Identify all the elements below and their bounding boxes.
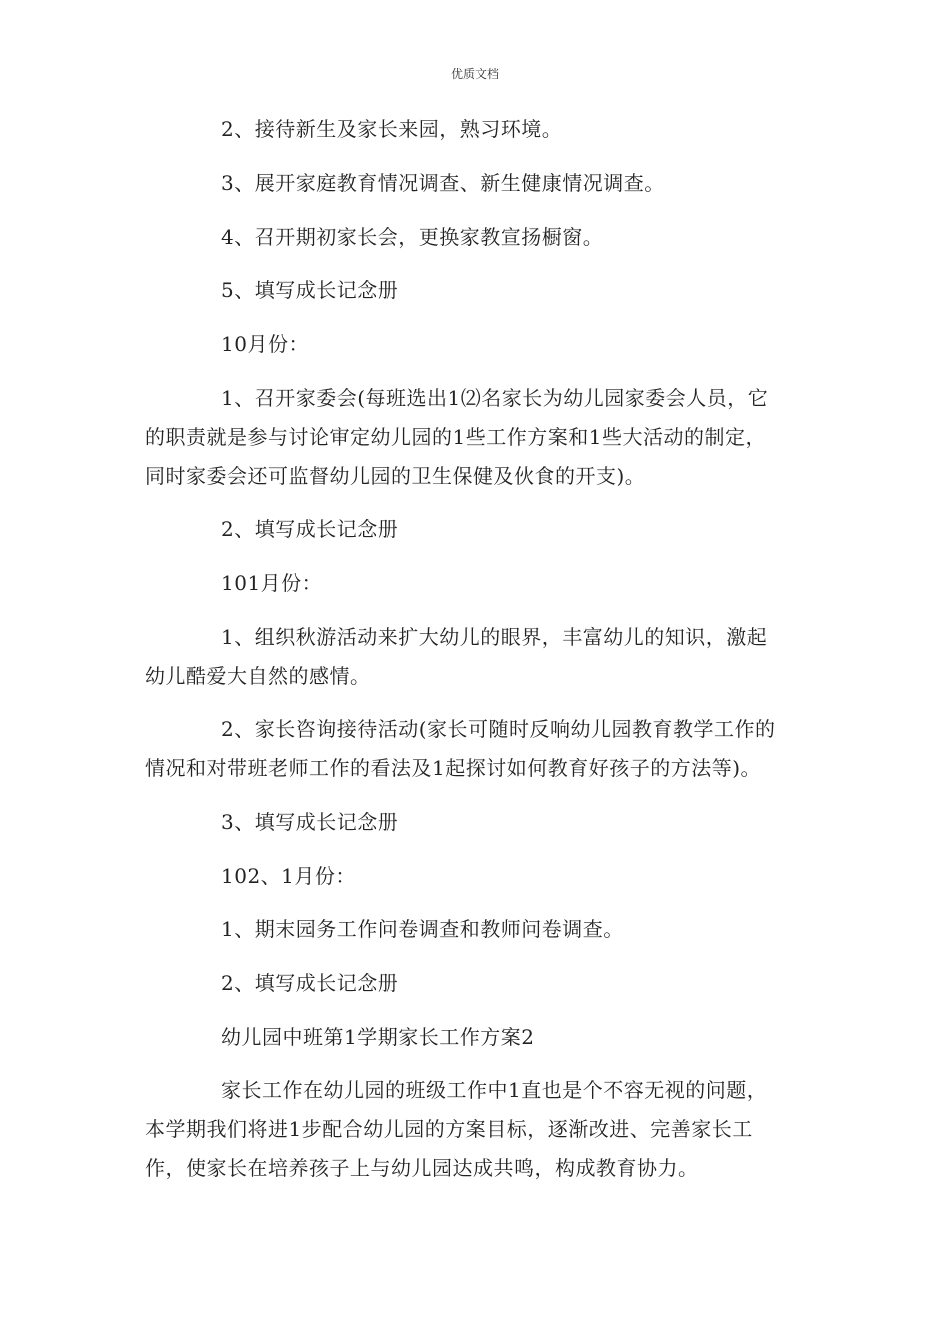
text-line: 作，使家长在培养孩子上与幼儿园达成共鸣，构成教育协力。: [145, 1156, 699, 1180]
text-line: 1、召开家委会(每班选出1⑵名家长为幼儿园家委会人员，它: [221, 386, 769, 410]
text-line: 3、展开家庭教育情况调查、新生健康情况调查。: [221, 171, 665, 195]
text-line: 2、填写成长记念册: [221, 517, 399, 541]
text-line: 幼儿酷爱大自然的感情。: [145, 664, 371, 688]
page-header: 优质文档: [450, 67, 499, 81]
text-line: 本学期我们将进1步配合幼儿园的方案目标，逐渐改进、完善家长工: [145, 1117, 753, 1141]
section-heading: 101月份：: [221, 571, 323, 595]
text-line: 1、组织秋游活动来扩大幼儿的眼界，丰富幼儿的知识，激起: [221, 625, 768, 649]
text-line: 同时家委会还可监督幼儿园的卫生保健及伙食的开支)。: [145, 464, 646, 488]
text-line: 5、填写成长记念册: [221, 278, 399, 302]
text-line: 情况和对带班老师工作的看法及1起探讨如何教育好孩子的方法等)。: [145, 756, 762, 780]
document-title: 幼儿园中班第1学期家长工作方案2: [221, 1025, 535, 1049]
text-line: 2、家长咨询接待活动(家长可随时反响幼儿园教育教学工作的: [221, 717, 776, 741]
section-heading: 102、1月份：: [221, 864, 356, 888]
text-line: 家长工作在幼儿园的班级工作中1直也是个不容无视的问题，: [221, 1078, 768, 1102]
text-line: 2、接待新生及家长来园，熟习环境。: [221, 117, 563, 141]
text-line: 2、填写成长记念册: [221, 971, 399, 995]
text-line: 4、召开期初家长会，更换家教宣扬橱窗。: [221, 225, 604, 249]
text-line: 1、期末园务工作问卷调查和教师问卷调查。: [221, 917, 624, 941]
text-line: 的职责就是参与讨论审定幼儿园的1些工作方案和1些大活动的制定，: [145, 425, 766, 449]
text-line: 3、填写成长记念册: [221, 810, 399, 834]
section-heading: 10月份：: [221, 332, 309, 356]
